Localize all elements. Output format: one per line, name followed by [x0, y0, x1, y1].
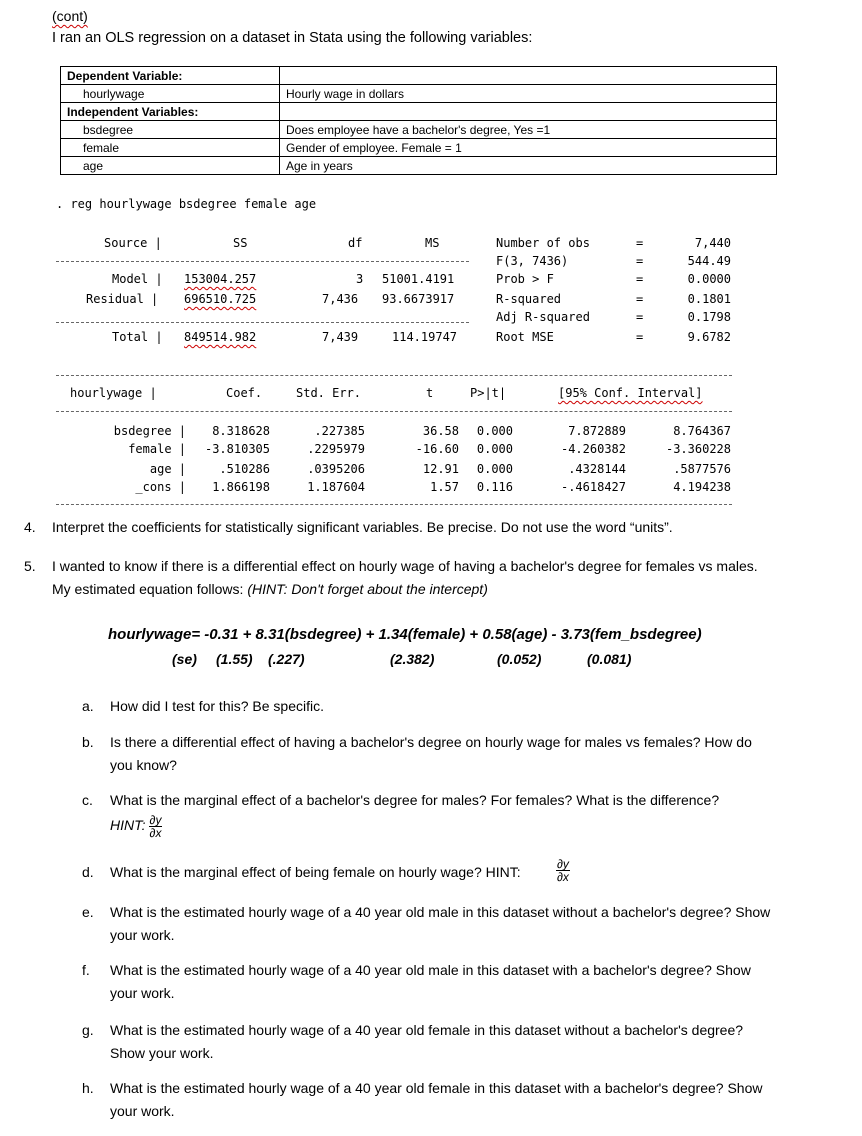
coef-var: bsdegree |: [113, 424, 186, 438]
stat-value: 7,440: [694, 236, 731, 250]
se-value: (0.052): [497, 651, 542, 667]
anova-separator: [56, 261, 469, 262]
coef-coef-header: Coef.: [226, 386, 263, 400]
part-text: your work.: [110, 927, 175, 943]
part-text: Show your work.: [110, 1045, 214, 1061]
stat-equals: =: [636, 330, 644, 344]
anova-ss: 153004.257: [184, 272, 257, 286]
part-text: What is the estimated hourly wage of a 40 year old female in this dataset without a bachelor's degree?: [110, 1022, 744, 1038]
coef-value: .510286: [219, 462, 270, 476]
coef-value: 1.866198: [212, 480, 270, 494]
q4-text: Interpret the coefficients for statistically significant variables. Be precise. Do not use the word “units”.: [52, 519, 673, 535]
anova-source: Total |: [112, 330, 163, 344]
coef-p: 0.000: [476, 424, 513, 438]
anova-ss: 849514.982: [184, 330, 257, 344]
stat-value: 0.1798: [687, 310, 731, 324]
stat-label: Adj R-squared: [496, 310, 590, 324]
coef-ci-high: 4.194238: [673, 480, 731, 494]
anova-source: Model |: [112, 272, 163, 286]
coef-var: age |: [149, 462, 186, 476]
coef-ci-high: .5877576: [673, 462, 731, 476]
stat-label: F(3, 7436): [496, 254, 569, 268]
coef-separator: [56, 375, 732, 376]
hint-label: HINT: $\frac{\partial y}{\partial x}$: [110, 813, 162, 840]
coef-ci-high: 8.764367: [673, 424, 731, 438]
se-value: (0.081): [587, 651, 632, 667]
q5-line2: My estimated equation follows: (HINT: Don't forget about the intercept): [52, 581, 488, 597]
coef-se: .0395206: [307, 462, 365, 476]
part-letter: d.: [82, 864, 94, 880]
coef-ci-low: .4328144: [568, 462, 626, 476]
stat-equals: =: [636, 254, 644, 268]
stat-equals: =: [636, 236, 644, 250]
coef-p-header: P>|t|: [470, 386, 507, 400]
stat-equals: =: [636, 292, 644, 306]
stat-value: 0.1801: [687, 292, 731, 306]
partial-derivative: $\frac{\partial y}{\partial x}$: [557, 857, 569, 884]
stat-label: Number of obs: [496, 236, 590, 250]
coef-se: 1.187604: [307, 480, 365, 494]
se-value: (.227): [268, 651, 305, 667]
dep-header: Dependent Variable:: [61, 67, 280, 85]
part-text: What is the marginal effect of being female on hourly wage? HINT:: [110, 864, 521, 880]
coef-se: .2295979: [307, 442, 365, 456]
coef-var-header: hourlywage |: [70, 386, 157, 400]
coef-se: .227385: [314, 424, 365, 438]
se-value: (1.55): [216, 651, 253, 667]
var-desc: Age in years: [280, 157, 777, 175]
coef-t: 1.57: [430, 480, 459, 494]
part-letter: c.: [82, 792, 93, 808]
coef-var: _cons |: [135, 480, 186, 494]
coef-t-header: t: [426, 386, 434, 400]
coef-var: female |: [128, 442, 186, 456]
stat-label: R-squared: [496, 292, 562, 306]
part-text: your work.: [110, 985, 175, 1001]
coef-t: -16.60: [415, 442, 459, 456]
stat-equals: =: [636, 272, 644, 286]
part-letter: f.: [82, 962, 90, 978]
anova-ms: 93.6673917: [382, 292, 455, 306]
intro-text: I ran an OLS regression on a dataset in Stata using the following variables:: [52, 30, 533, 46]
hint-fraction: [553, 858, 570, 883]
estimated-equation: hourlywage= -0.31 + 8.31(bsdegree) + 1.34(female) + 0.58(age) - 3.73(fem_bsdegree): [108, 626, 702, 643]
coef-ci-high: -3.360228: [665, 442, 731, 456]
part-text: What is the estimated hourly wage of a 40 year old male in this dataset without a bachelor's degree? Show: [110, 904, 771, 920]
var-desc: Does employee have a bachelor's degree, Yes =1: [280, 121, 777, 139]
variables-table: [60, 66, 777, 175]
part-letter: g.: [82, 1022, 94, 1038]
part-text: you know?: [110, 757, 177, 773]
part-text: your work.: [110, 1103, 175, 1119]
coef-ci-low: 7.872889: [568, 424, 626, 438]
stat-value: 9.6782: [687, 330, 731, 344]
coef-separator: [56, 411, 732, 412]
anova-df: 7,436: [322, 292, 359, 306]
coef-value: 8.318628: [212, 424, 270, 438]
se-value: (2.382): [390, 651, 435, 667]
dep-name: hourlywage: [61, 85, 280, 103]
part-text: How did I test for this? Be specific.: [110, 698, 324, 714]
anova-ss-header: SS: [233, 236, 248, 250]
anova-source-header: Source |: [104, 236, 162, 250]
part-text: What is the marginal effect of a bachelor's degree for males? For females? What is the difference?: [110, 792, 720, 808]
anova-df-header: df: [348, 236, 363, 250]
coef-ci-header: [95% Conf. Interval]: [558, 386, 703, 400]
coef-p: 0.000: [476, 462, 513, 476]
anova-ms: 114.19747: [392, 330, 458, 344]
part-text: Is there a differential effect of having a bachelor's degree on hourly wage for males vs females? How do: [110, 734, 752, 750]
coef-ci-low: -4.260382: [560, 442, 626, 456]
var-name: female: [61, 139, 280, 157]
coef-p: 0.116: [476, 480, 513, 494]
dep-desc: Hourly wage in dollars: [280, 85, 777, 103]
coef-se-header: Std. Err.: [296, 386, 362, 400]
stata-command: . reg hourlywage bsdegree female age: [56, 197, 317, 211]
stat-equals: =: [636, 310, 644, 324]
q5-number: 5.: [24, 558, 36, 574]
stat-label: Root MSE: [496, 330, 554, 344]
var-desc: Gender of employee. Female = 1: [280, 139, 777, 157]
coef-ci-low: -.4618427: [560, 480, 626, 494]
anova-separator: [56, 322, 469, 323]
part-text: What is the estimated hourly wage of a 40 year old male in this dataset with a bachelor's degree? Show: [110, 962, 751, 978]
part-letter: b.: [82, 734, 94, 750]
part-letter: a.: [82, 698, 94, 714]
q4-number: 4.: [24, 519, 36, 535]
partial-derivative: $\frac{\partial y}{\partial x}$: [149, 813, 162, 840]
var-name: bsdegree: [61, 121, 280, 139]
part-letter: h.: [82, 1080, 94, 1096]
part-text: What is the estimated hourly wage of a 40 year old female in this dataset with a bachelor's degree? Show: [110, 1080, 763, 1096]
stat-value: 544.49: [687, 254, 731, 268]
coef-t: 36.58: [422, 424, 459, 438]
ind-header: Independent Variables:: [61, 103, 280, 121]
q5-line1: I wanted to know if there is a differential effect on hourly wage of having a bachelor's degree for females vs males.: [52, 558, 758, 574]
anova-source: Residual |: [86, 292, 159, 306]
coef-value: -3.810305: [204, 442, 270, 456]
stat-value: 0.0000: [687, 272, 731, 286]
var-name: age: [61, 157, 280, 175]
anova-ms-header: MS: [425, 236, 440, 250]
anova-ms: 51001.4191: [382, 272, 455, 286]
coef-t: 12.91: [422, 462, 459, 476]
anova-df: 3: [356, 272, 364, 286]
stat-label: Prob > F: [496, 272, 554, 286]
coef-p: 0.000: [476, 442, 513, 456]
coef-separator: [56, 504, 732, 505]
anova-ss: 696510.725: [184, 292, 257, 306]
se-label: (se): [172, 651, 197, 667]
part-letter: e.: [82, 904, 94, 920]
anova-df: 7,439: [322, 330, 359, 344]
cont-label: (cont): [52, 8, 88, 24]
